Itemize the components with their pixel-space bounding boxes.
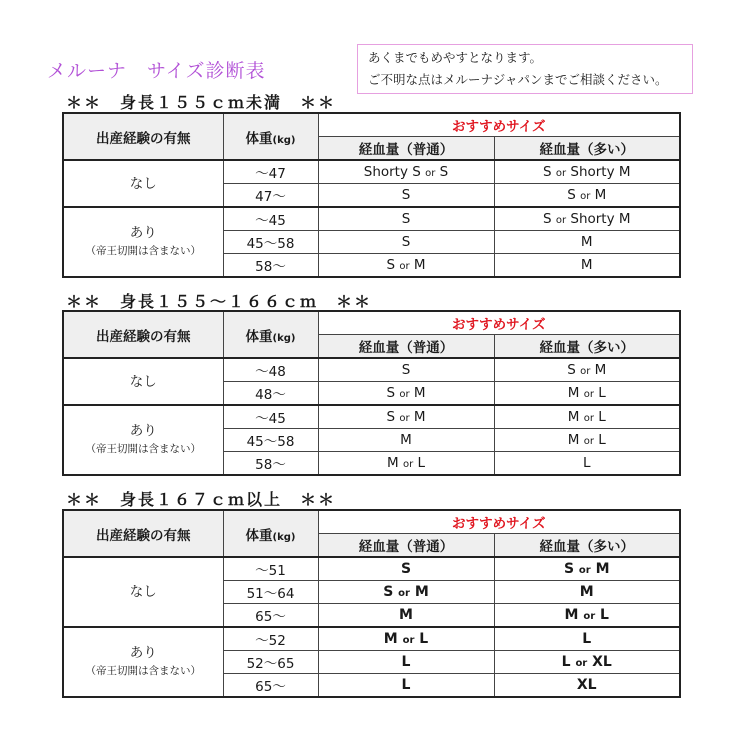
weight-cell: 〜51 <box>223 557 318 581</box>
group-none: なし <box>63 557 223 627</box>
heavy-size-cell: L <box>494 627 680 651</box>
or-connector: or <box>578 565 591 576</box>
page-title: メルーナ サイズ診断表 <box>47 60 266 82</box>
weight-cell: 〜48 <box>223 358 318 382</box>
heavy-size-cell: M or L <box>494 405 680 429</box>
header-normal-flow: 経血量（普通） <box>318 137 494 161</box>
weight-cell: 47〜 <box>223 184 318 208</box>
normal-size-cell: S or M <box>318 581 494 604</box>
weight-cell: 51〜64 <box>223 581 318 604</box>
or-connector: or <box>555 168 567 179</box>
size-table-1 <box>62 112 681 278</box>
or-connector: or <box>398 588 410 599</box>
heavy-size-cell: S or M <box>494 184 680 208</box>
normal-size-cell: S or M <box>318 405 494 429</box>
normal-size-cell: Shorty S or S <box>318 160 494 184</box>
weight-cell: 52〜65 <box>223 651 318 674</box>
normal-size-cell: L <box>318 674 494 698</box>
weight-cell: 65〜 <box>223 604 318 628</box>
heavy-size-cell: S or M <box>494 358 680 382</box>
group-some: あり （帝王切開は含まない） <box>63 207 223 277</box>
or-connector: or <box>399 413 410 424</box>
or-connector: or <box>583 611 596 622</box>
or-connector: or <box>555 215 567 226</box>
size-table-2 <box>62 310 681 476</box>
or-connector: or <box>575 658 588 669</box>
or-connector: or <box>583 389 594 400</box>
heavy-size-cell: M or L <box>494 604 680 628</box>
note-line-2: ご不明な点はメルーナジャパンまでご相談ください。 <box>368 72 668 87</box>
normal-size-cell: L <box>318 651 494 674</box>
note-line-1: あくまでもめやすとなります。 <box>368 50 543 65</box>
normal-size-cell: S <box>318 358 494 382</box>
normal-size-cell: S <box>318 184 494 208</box>
weight-cell: 〜47 <box>223 160 318 184</box>
group-none: なし <box>63 358 223 405</box>
header-experience: 出産経験の有無 <box>63 113 223 160</box>
or-connector: or <box>583 436 594 447</box>
normal-size-cell: M <box>318 429 494 452</box>
group-some: あり （帝王切開は含まない） <box>63 627 223 697</box>
normal-size-cell: S or M <box>318 254 494 278</box>
header-recommend: おすすめサイズ <box>318 113 680 137</box>
heavy-size-cell: S or Shorty M <box>494 160 680 184</box>
header-weight: 体重(kg) <box>223 311 318 358</box>
header-weight: 体重(kg) <box>223 113 318 160</box>
header-heavy-flow: 経血量（多い） <box>494 335 680 359</box>
normal-size-cell: S <box>318 231 494 254</box>
normal-size-cell: M or L <box>318 452 494 476</box>
weight-cell: 58〜 <box>223 452 318 476</box>
header-normal-flow: 経血量（普通） <box>318 335 494 359</box>
heavy-size-cell: S or M <box>494 557 680 581</box>
weight-cell: 58〜 <box>223 254 318 278</box>
weight-cell: 48〜 <box>223 382 318 406</box>
or-connector: or <box>402 635 415 646</box>
header-recommend: おすすめサイズ <box>318 510 680 534</box>
header-heavy-flow: 経血量（多い） <box>494 534 680 558</box>
disclaimer-note <box>357 44 693 94</box>
or-connector: or <box>402 459 414 470</box>
heavy-size-cell: S or Shorty M <box>494 207 680 231</box>
weight-cell: 65〜 <box>223 674 318 698</box>
normal-size-cell: S or M <box>318 382 494 406</box>
heavy-size-cell: L or XL <box>494 651 680 674</box>
or-connector: or <box>425 168 436 179</box>
group-some: あり （帝王切開は含まない） <box>63 405 223 475</box>
group-none: なし <box>63 160 223 207</box>
normal-size-cell: M or L <box>318 627 494 651</box>
table-1-title: ＊＊ 身長１５５ｃｍ未満 ＊＊ <box>66 93 337 112</box>
header-experience: 出産経験の有無 <box>63 311 223 358</box>
header-normal-flow: 経血量（普通） <box>318 534 494 558</box>
size-table-3 <box>62 509 681 698</box>
weight-cell: 45〜58 <box>223 429 318 452</box>
heavy-size-cell: M <box>494 254 680 278</box>
heavy-size-cell: M or L <box>494 429 680 452</box>
table-3-title: ＊＊ 身長１６７ｃｍ以上 ＊＊ <box>66 490 337 509</box>
normal-size-cell: M <box>318 604 494 628</box>
or-connector: or <box>580 366 591 377</box>
header-experience: 出産経験の有無 <box>63 510 223 557</box>
heavy-size-cell: M <box>494 231 680 254</box>
or-connector: or <box>399 261 410 272</box>
weight-cell: 〜45 <box>223 207 318 231</box>
weight-cell: 〜52 <box>223 627 318 651</box>
normal-size-cell: S <box>318 207 494 231</box>
heavy-size-cell: XL <box>494 674 680 698</box>
normal-size-cell: S <box>318 557 494 581</box>
heavy-size-cell: L <box>494 452 680 476</box>
or-connector: or <box>399 389 410 400</box>
or-connector: or <box>580 191 591 202</box>
table-2-title: ＊＊ 身長１５５〜１６６ｃｍ ＊＊ <box>66 292 373 311</box>
header-heavy-flow: 経血量（多い） <box>494 137 680 161</box>
heavy-size-cell: M or L <box>494 382 680 406</box>
or-connector: or <box>583 413 594 424</box>
weight-cell: 〜45 <box>223 405 318 429</box>
header-weight: 体重(kg) <box>223 510 318 557</box>
weight-cell: 45〜58 <box>223 231 318 254</box>
heavy-size-cell: M <box>494 581 680 604</box>
header-recommend: おすすめサイズ <box>318 311 680 335</box>
